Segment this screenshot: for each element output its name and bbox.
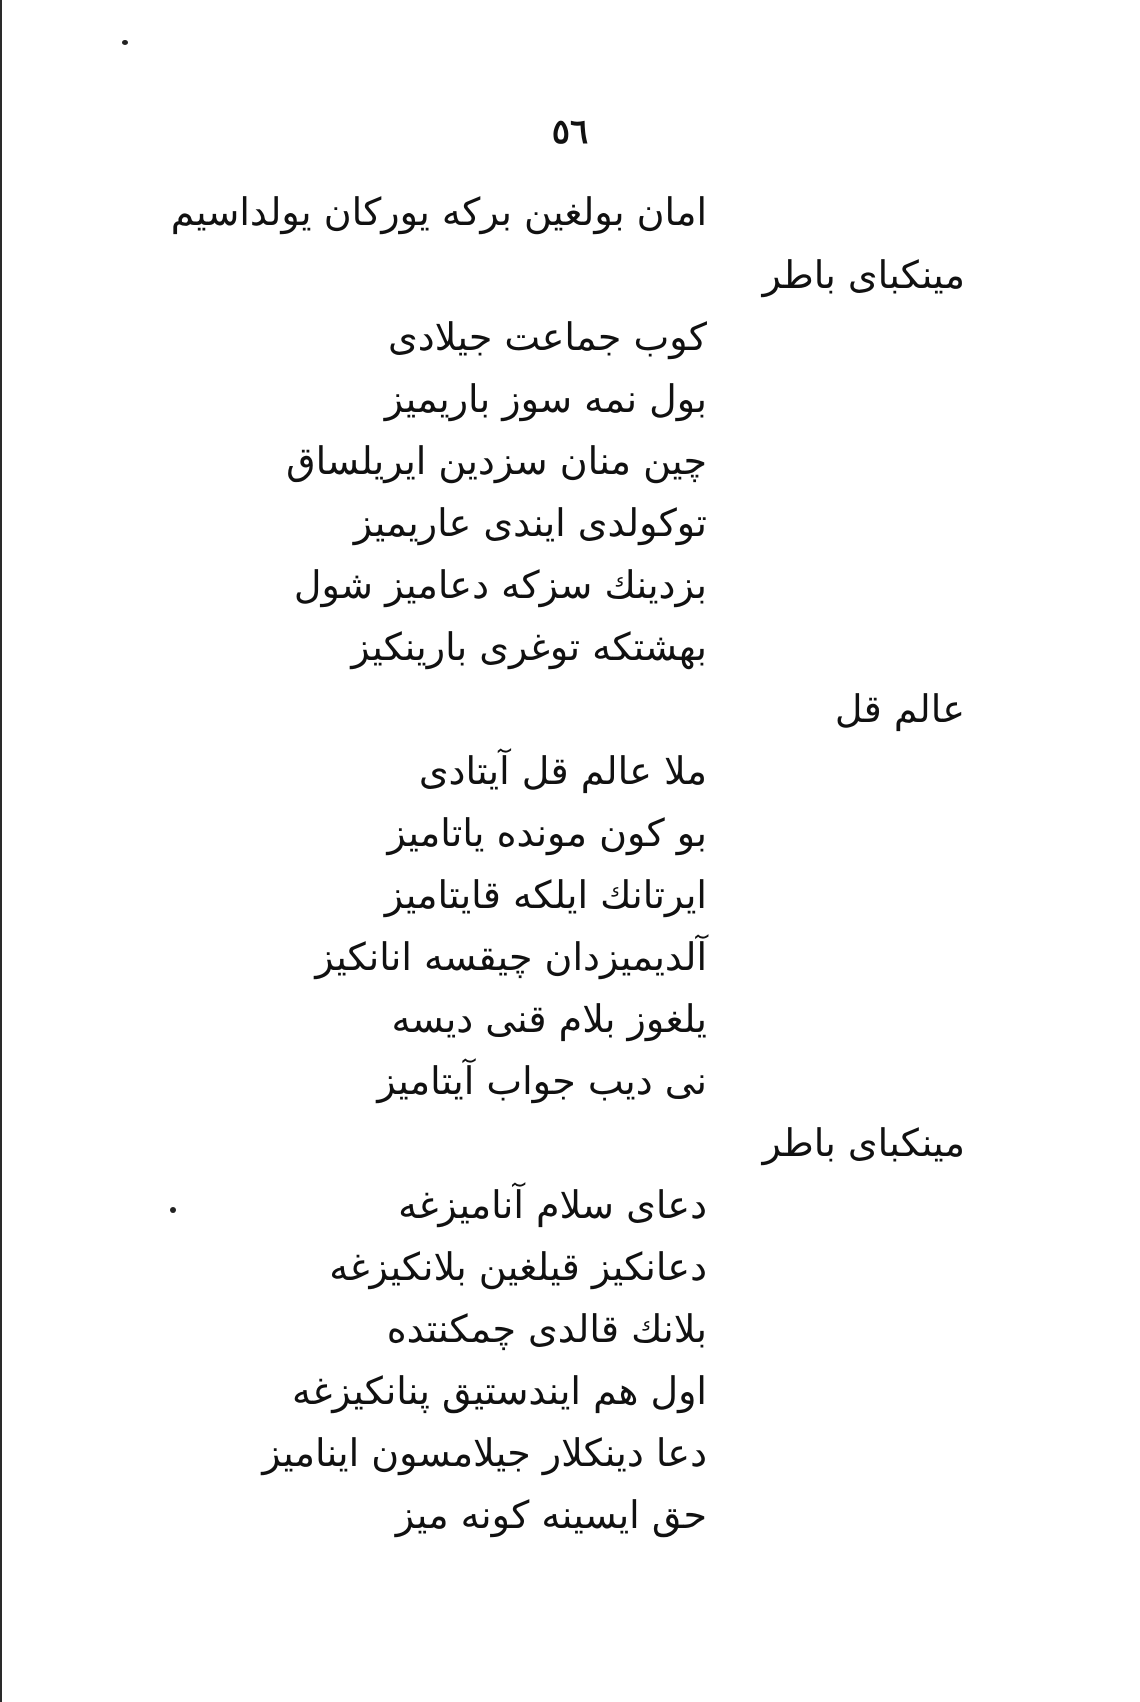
verse-line: چين منان سزدين ايريلساق <box>286 439 707 483</box>
verse-line: يلغوز بلام قنى ديسه <box>391 997 707 1041</box>
verse-line: اول هم ايندستيق پنانكيزغه <box>292 1369 707 1413</box>
speaker-name: مينكباى باطر <box>762 253 965 297</box>
speaker-name: مينكباى باطر <box>762 1121 965 1165</box>
verse-line: آلديميزدان چيقسه انانكيز <box>315 935 707 979</box>
page-edge-line <box>0 0 2 1702</box>
page-number: ٥٦ <box>551 112 589 152</box>
verse-line: دعاى سلام آناميزغه <box>398 1183 707 1227</box>
verse-line: حق ايسينه كونه ميز <box>395 1493 707 1537</box>
verse-line: توكولدى ايندى عاريميز <box>353 501 707 545</box>
verse-line: ايرتانك ايلكه قايتاميز <box>384 873 707 917</box>
verse-line: دعا دينكلار جيلامسون ايناميز <box>262 1431 707 1475</box>
verse-line: بول نمه سوز باريميز <box>384 377 707 421</box>
verse-line: بزدينك سزكه دعاميز شول <box>293 563 707 607</box>
verse-line: دعانكيز قيلغين بلانكيزغه <box>329 1245 707 1289</box>
verse-line: ملا عالم قل آيتادى <box>418 749 707 793</box>
verse-line: نى ديب جواب آيتاميز <box>377 1059 707 1103</box>
verse-line: بو كون مونده ياتاميز <box>387 811 707 855</box>
ink-speck <box>122 40 128 45</box>
verse-line: امان بولغين بركه يوركان يولداسيم <box>170 190 707 234</box>
verse-line: بلانك قالدى چمكنتده <box>386 1307 707 1351</box>
verse-line: بهشتكه توغرى بارينكيز <box>351 625 707 669</box>
verse-line: كوب جماعت جيلادى <box>388 315 707 359</box>
speaker-name: عالم قل <box>834 687 965 731</box>
